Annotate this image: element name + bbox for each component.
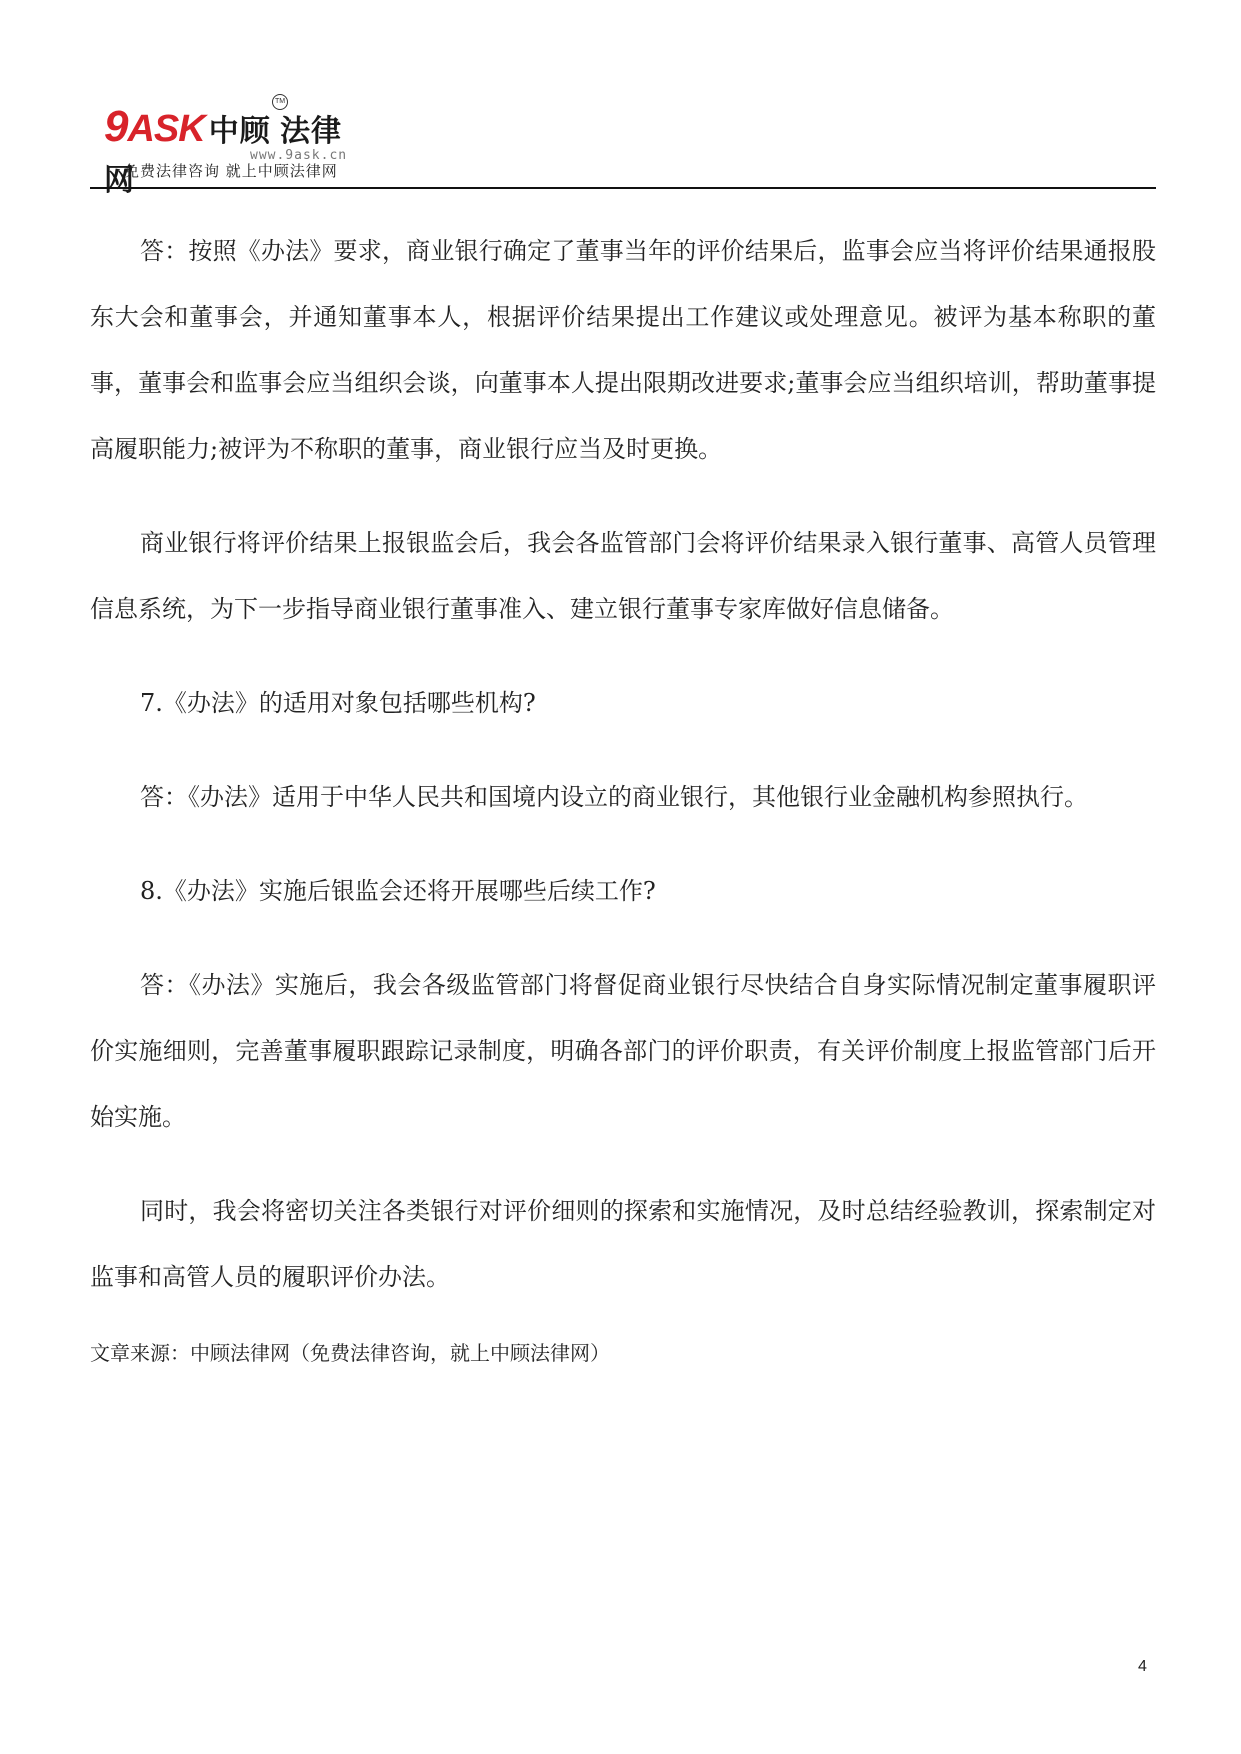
logo-ask: ASK [127, 108, 205, 150]
logo-nine: 9 [104, 102, 128, 151]
header-divider [90, 187, 1156, 189]
question-7: 7.《办法》的适用对象包括哪些机构? [140, 689, 536, 717]
paragraph-answer-8: 答：《办法》实施后，我会各级监管部门将督促商业银行尽快结合自身实际情况制定董事履职评价实施细则，完善董事履职跟踪记录制度，明确各部门的评价职责，有关评价制度上报监管部门后开始实施。 [90, 971, 1156, 1131]
logo-url: www.9ask.cn [250, 148, 348, 163]
trademark-icon: TM [272, 94, 288, 110]
page-number: 4 [1138, 1658, 1147, 1675]
paragraph-answer-7: 答：《办法》适用于中华人民共和国境内设立的商业银行，其他银行业金融机构参照执行。 [140, 783, 1088, 811]
logo-slogan: 免费法律咨询 就上中顾法律网 [124, 162, 338, 180]
paragraph-answer-6-continued: 商业银行将评价结果上报银监会后，我会各监管部门会将评价结果录入银行董事、高管人员管理信息系统，为下一步指导商业银行董事准入、建立银行董事专家库做好信息储备。 [90, 529, 1156, 623]
question-8: 8.《办法》实施后银监会还将开展哪些后续工作? [140, 877, 656, 905]
paragraph-answer-8-continued: 同时，我会将密切关注各类银行对评价细则的探索和实施情况，及时总结经验教训，探索制定对监事和高管人员的履职评价办法。 [90, 1197, 1156, 1291]
page-header [90, 90, 1156, 197]
article-source: 文章来源：中顾法律网（免费法律咨询，就上中顾法律网） [90, 1341, 610, 1365]
document-body [90, 218, 1156, 1396]
site-logo[interactable] [104, 90, 364, 197]
paragraph-answer-6: 答：按照《办法》要求，商业银行确定了董事当年的评价结果后，监事会应当将评价结果通报股东大会和董事会，并通知董事本人，根据评价结果提出工作建议或处理意见。被评为基本称职的董事，董事会和监事会应当组织会谈，向董事本人提出限期改进要求;董事会应当组织培训，帮助董事提高履职能力;被评为不称职的董事，商业银行应当及时更换。 [90, 237, 1156, 463]
logo-chinese-name: 中顾 法律网 [104, 115, 343, 197]
